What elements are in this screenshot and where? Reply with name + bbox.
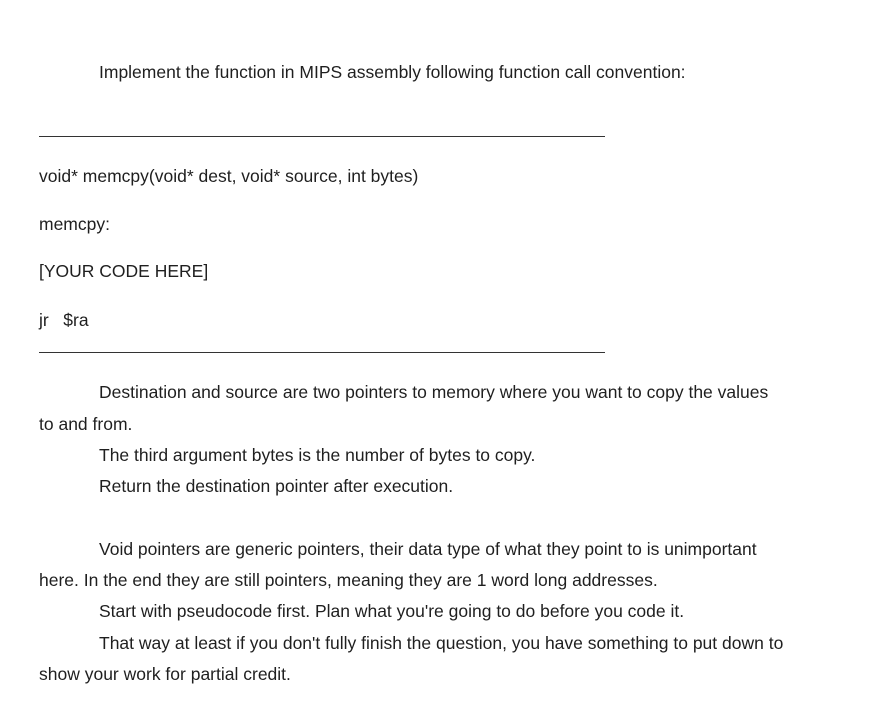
- description-para3: Return the destination pointer after execution.: [99, 476, 454, 496]
- description-para2: The third argument bytes is the number of bytes to copy.: [99, 445, 536, 465]
- code-placeholder: [YOUR CODE HERE]: [39, 261, 209, 281]
- description-para5: Start with pseudocode first. Plan what you're going to do before you code it.: [99, 601, 685, 621]
- description-para1-line1: Destination and source are two pointers to memory where you want to copy the values: [99, 382, 769, 402]
- bottom-divider: [39, 352, 605, 353]
- function-signature: void* memcpy(void* dest, void* source, int bytes): [39, 166, 419, 186]
- instruction-text: Implement the function in MIPS assembly following function call convention:: [99, 62, 686, 82]
- description-para1-line2: to and from.: [39, 414, 133, 434]
- description-para4-line2: here. In the end they are still pointers, meaning they are 1 word long addresses.: [39, 570, 658, 590]
- description-para6-line2: show your work for partial credit.: [39, 664, 291, 684]
- description-para4-line1: Void pointers are generic pointers, their data type of what they point to is unimportant: [99, 539, 757, 559]
- return-instruction: jr $ra: [39, 310, 89, 330]
- function-label: memcpy:: [39, 214, 110, 234]
- description-para6-line1: That way at least if you don't fully finish the question, you have something to put down to: [99, 633, 784, 653]
- top-divider: [39, 136, 605, 137]
